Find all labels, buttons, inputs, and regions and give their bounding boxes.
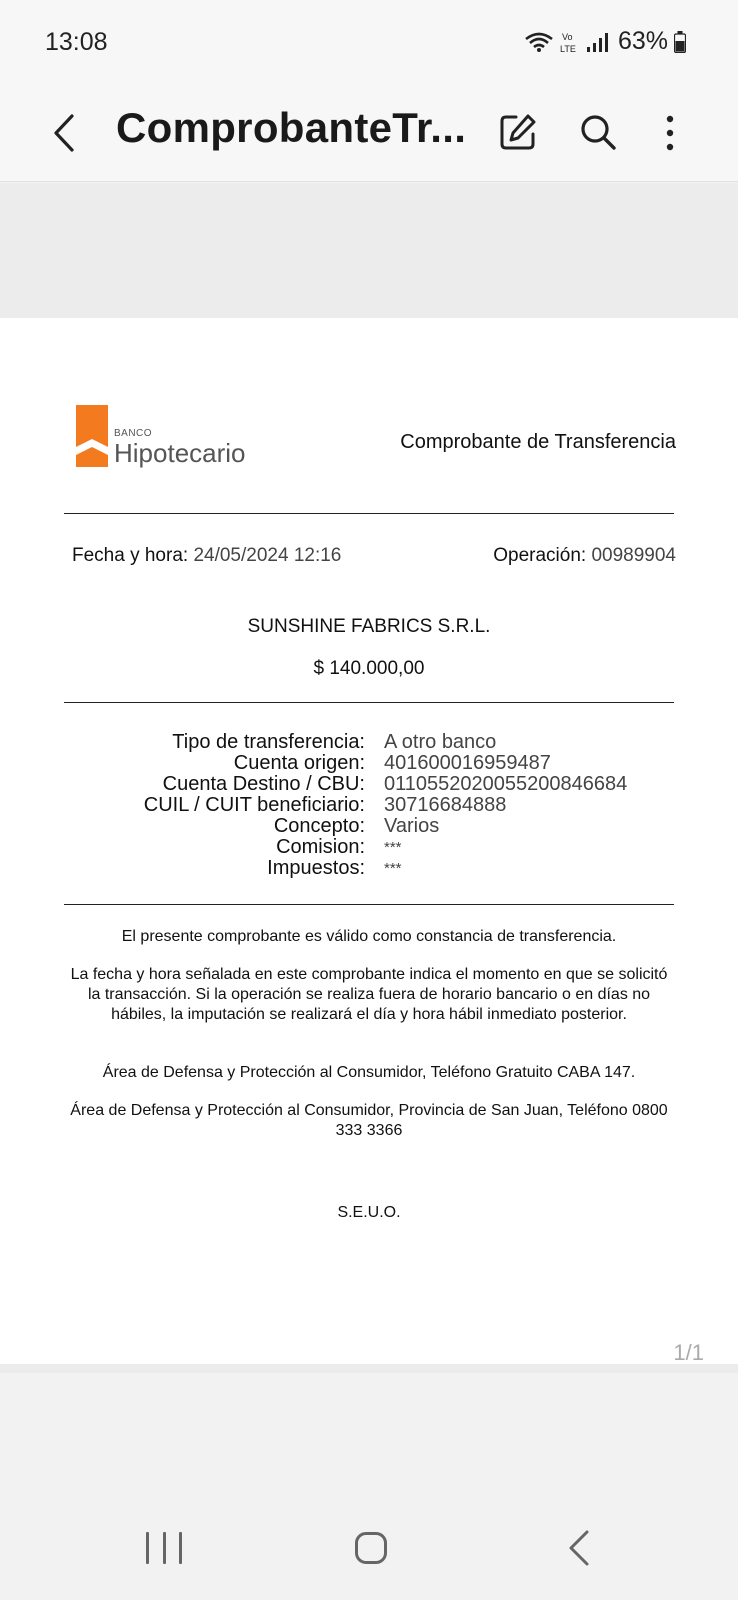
recents-icon [163, 1532, 166, 1564]
recents-icon [146, 1532, 149, 1564]
detail-row [64, 858, 674, 879]
detail-label: Impuestos: [267, 857, 365, 879]
detail-label: Tipo de transferencia: [172, 731, 365, 753]
detail-label: Concepto: [273, 815, 365, 837]
status-icons [524, 27, 686, 56]
more-options-button[interactable] [650, 108, 690, 158]
detail-value: 401600016959487 [384, 752, 551, 774]
document-title: ComprobanteTr... [116, 104, 467, 151]
operation-label: Operación: [493, 545, 587, 566]
navigation-bar [0, 1374, 738, 1600]
status-time: 13:08 [45, 28, 108, 56]
detail-value: A otro banco [384, 731, 497, 753]
back-button[interactable] [44, 108, 84, 158]
divider [64, 702, 674, 703]
detail-value: *** [384, 839, 402, 856]
wifi-icon [524, 31, 554, 53]
detail-row [64, 774, 674, 795]
detail-label: Cuenta Destino / CBU: [162, 773, 365, 795]
nav-back-icon[interactable] [565, 1528, 595, 1568]
search-button[interactable] [574, 108, 622, 156]
consumer-protection-caba: Área de Defensa y Protección al Consumidor, Teléfono Gratuito CABA 147. [102, 1064, 636, 1081]
operation-number [493, 545, 676, 567]
volte-lte-icon [560, 30, 580, 54]
recents-icon [179, 1532, 182, 1564]
detail-row [64, 837, 674, 858]
document-page [0, 318, 738, 1364]
transfer-details [64, 732, 674, 879]
app-bar [0, 86, 738, 182]
divider [64, 904, 674, 905]
search-icon [578, 112, 618, 152]
page-indicator: 1/1 [673, 1340, 704, 1365]
detail-value: 0110552020055200846684 [384, 773, 628, 795]
date-label: Fecha y hora: [72, 545, 189, 566]
battery-percentage: 63% [617, 27, 668, 55]
detail-value: 30716684888 [384, 794, 507, 816]
validity-note: El presente comprobante es válido como constancia de transferencia. [121, 928, 617, 945]
logo-big-text: Hipotecario [114, 438, 246, 468]
detail-row [64, 732, 674, 753]
detail-label: Cuenta origen: [233, 752, 365, 774]
back-arrow-icon [52, 113, 76, 153]
divider [64, 513, 674, 514]
date-time [72, 545, 341, 567]
document-heading: Comprobante de Transferencia [400, 431, 676, 453]
beneficiary-name: SUNSHINE FABRICS S.R.L. [247, 616, 491, 637]
svg-text:Vo: Vo [561, 31, 573, 42]
date-value: 24/05/2024 12:16 [193, 545, 342, 566]
detail-value: Varios [384, 815, 440, 837]
edit-icon [498, 112, 538, 152]
edit-button[interactable] [494, 108, 542, 156]
bank-logo-text [114, 428, 246, 467]
battery-icon [674, 31, 686, 53]
consumer-protection-san-juan: Área de Defensa y Protección al Consumidor, Provincia de San Juan, Teléfono 0800 333 3366 [70, 1102, 668, 1139]
more-vert-icon [665, 115, 675, 151]
transfer-amount: $ 140.000,00 [313, 658, 425, 679]
operation-value: 00989904 [591, 545, 676, 566]
status-bar [0, 0, 738, 86]
signal-icon [586, 31, 608, 53]
recents-button[interactable] [146, 1532, 182, 1566]
home-button[interactable] [355, 1532, 387, 1564]
bank-logo-mark-icon [76, 405, 108, 467]
detail-label: CUIL / CUIT beneficiario: [143, 794, 365, 816]
detail-label: Comision: [276, 836, 365, 858]
seuo-note: S.E.U.O. [337, 1204, 401, 1221]
logo-small-text: BANCO [114, 428, 153, 439]
detail-row [64, 795, 674, 816]
detail-value: *** [384, 860, 402, 877]
timing-note: La fecha y hora señalada en este comprobante indica el momento en que se solicitó la transacción. Si la operación se realiza fuera de horario bancario o en días no hábiles, la imputación se realizará el día y hora hábil inmediato posterior. [70, 966, 668, 1023]
detail-row [64, 753, 674, 774]
detail-row [64, 816, 674, 837]
svg-text:LTE: LTE [559, 43, 576, 54]
bank-logo [76, 405, 246, 467]
